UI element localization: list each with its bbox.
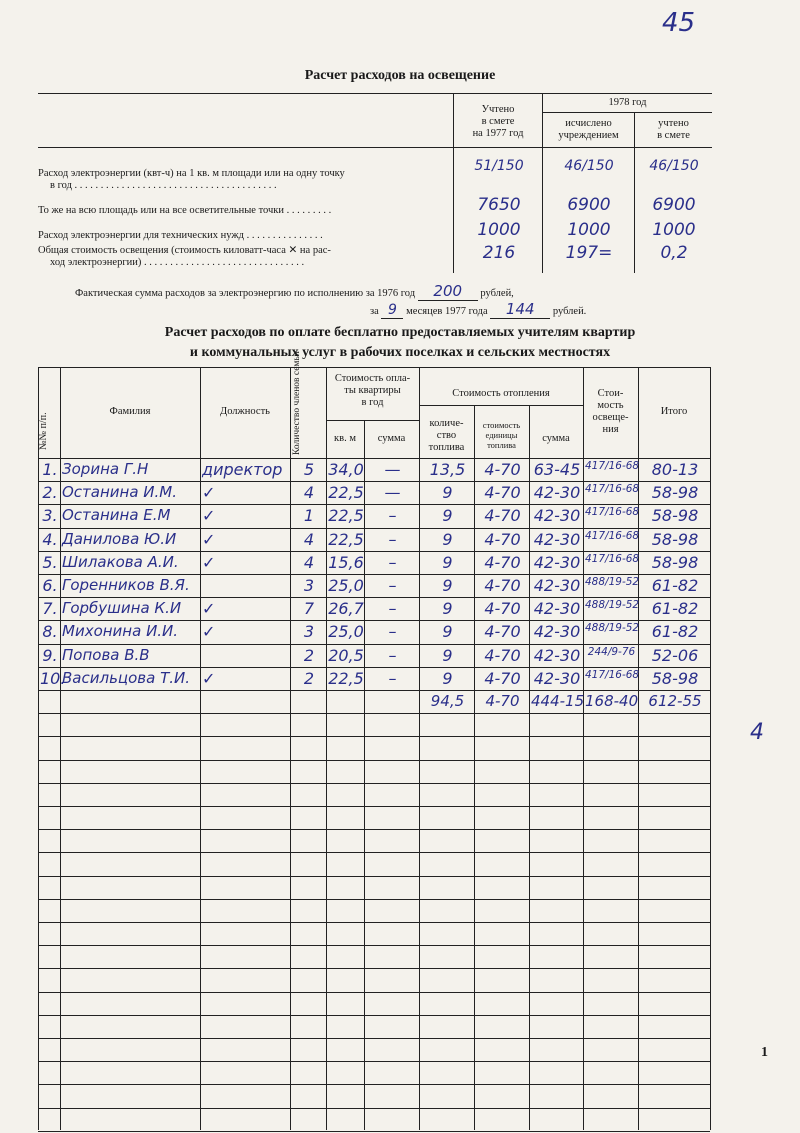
cell-name: Михонина И.И. xyxy=(62,622,179,640)
cell-light: 417/16-68 xyxy=(585,553,640,565)
cell-unit: 4-70 xyxy=(484,483,521,502)
col-num-head: №№ п/п. xyxy=(38,412,49,450)
cell-fuel: 9 xyxy=(442,576,453,595)
cell-n: 2. xyxy=(42,483,58,502)
col-rent-sqm-head: кв. м xyxy=(334,433,356,444)
cell-total: 58-98 xyxy=(651,483,699,502)
total-light: 168-40 xyxy=(585,692,639,710)
cell-light: 417/16-68 xyxy=(585,460,640,472)
cell-hsum: 42-30 xyxy=(533,483,581,502)
cell-light: 417/16-68 xyxy=(585,530,640,542)
cell-total: 58-98 xyxy=(651,530,699,549)
cell-sqm: 34,0 xyxy=(328,460,364,479)
cell-sqm: 25,0 xyxy=(328,622,364,641)
cell-sqm: 25,0 xyxy=(328,576,364,595)
total-unit: 4-70 xyxy=(485,692,520,710)
cell-pos: ✓ xyxy=(202,483,216,502)
cell-rsum: — xyxy=(384,460,401,479)
page-number: 1 xyxy=(761,1045,768,1060)
value-calc: 6900 xyxy=(567,195,611,215)
value-1977: 216 xyxy=(482,243,516,263)
cell-name: Горбушина К.И xyxy=(62,599,182,617)
head-1978: 1978 год xyxy=(608,97,647,108)
cell-total: 58-98 xyxy=(651,553,699,572)
value-budget: 6900 xyxy=(652,195,696,215)
cell-hsum: 42-30 xyxy=(533,553,581,572)
total-hsum: 444-15 xyxy=(531,692,585,710)
col-name-head: Фамилия xyxy=(109,406,151,417)
cell-rsum: – xyxy=(388,553,397,572)
cell-hsum: 63-45 xyxy=(533,460,581,479)
head-calc: исчислено учреждением xyxy=(558,118,619,141)
cell-sqm: 22,5 xyxy=(328,506,364,525)
cell-n: 6. xyxy=(42,576,58,595)
cell-fam: 2 xyxy=(303,646,315,665)
head-1977: Учтено в смете на 1977 год xyxy=(472,104,524,139)
value-1977: 51/150 xyxy=(474,158,524,174)
cell-pos: ✓ xyxy=(202,530,216,549)
cell-unit: 4-70 xyxy=(484,460,521,479)
cell-sqm: 22,5 xyxy=(328,530,364,549)
cell-unit: 4-70 xyxy=(484,530,521,549)
cell-pos: ✓ xyxy=(202,506,216,525)
cell-fam: 2 xyxy=(303,669,315,688)
cell-sqm: 22,5 xyxy=(328,669,364,688)
cell-fam: 4 xyxy=(303,483,315,502)
cell-rsum: – xyxy=(388,506,397,525)
cell-rsum: — xyxy=(384,483,401,502)
cell-n: 4. xyxy=(42,530,58,549)
cell-name: Горенников В.Я. xyxy=(62,576,190,594)
cell-n: 10. xyxy=(40,669,66,688)
total-total: 612-55 xyxy=(648,692,702,710)
col-heating-head: Стоимость отопления xyxy=(452,388,550,399)
cell-sqm: 15,6 xyxy=(328,553,364,572)
cell-hsum: 42-30 xyxy=(533,646,581,665)
cell-light: 417/16-68 xyxy=(585,483,640,495)
cell-name: Шилакова А.И. xyxy=(62,553,179,571)
cell-total: 58-98 xyxy=(651,669,699,688)
cell-pos: ✓ xyxy=(202,599,216,618)
cell-unit: 4-70 xyxy=(484,599,521,618)
cell-sqm: 22,5 xyxy=(328,483,364,502)
cell-unit: 4-70 xyxy=(484,669,521,688)
fact-1976-value: 200 xyxy=(418,282,478,301)
value-budget: 1000 xyxy=(652,220,696,240)
cell-total: 58-98 xyxy=(651,506,699,525)
cell-pos: ✓ xyxy=(202,669,216,688)
cell-rsum: – xyxy=(388,599,397,618)
cell-name: Останина Е.М xyxy=(62,506,171,524)
cell-fuel: 9 xyxy=(442,506,453,525)
fact-line-1976: Фактическая сумма расходов за электроэнергию по исполнению за 1976 год 200 рублей, xyxy=(75,282,514,300)
cell-fuel: 9 xyxy=(442,553,453,572)
cell-hsum: 42-30 xyxy=(533,576,581,595)
fact-1977-value: 144 xyxy=(490,300,550,319)
value-calc: 46/150 xyxy=(564,158,614,174)
cell-rsum: – xyxy=(388,646,397,665)
col-light-head: Стои- мость освеще- ния xyxy=(592,388,629,435)
col-fuel-qty-head: количе- ство топлива xyxy=(428,418,465,453)
col-rent-head: Стоимость опла- ты квартиры в год xyxy=(334,373,411,408)
cell-fam: 3 xyxy=(303,622,315,641)
value-calc: 197= xyxy=(565,243,613,263)
cell-sqm: 20,5 xyxy=(328,646,364,665)
cell-n: 1. xyxy=(42,460,58,479)
cell-fuel: 9 xyxy=(442,669,453,688)
cell-n: 8. xyxy=(42,622,58,641)
cell-n: 7. xyxy=(42,599,58,618)
cell-hsum: 42-30 xyxy=(533,599,581,618)
col-rent-sum-head: сумма xyxy=(377,433,406,444)
cell-total: 80-13 xyxy=(651,460,699,479)
cell-light: 488/19-52 xyxy=(585,599,640,611)
cell-unit: 4-70 xyxy=(484,646,521,665)
cell-n: 9. xyxy=(42,646,58,665)
cell-name: Останина И.М. xyxy=(62,483,178,501)
cell-light: 244/9-76 xyxy=(587,646,636,658)
cell-fam: 3 xyxy=(303,576,315,595)
cell-name: Попова В.В xyxy=(62,646,150,664)
lighting-title: Расчет расходов на освещение xyxy=(304,68,496,83)
margin-mark: 4 xyxy=(750,720,764,745)
cell-sqm: 26,7 xyxy=(328,599,364,618)
cell-total: 61-82 xyxy=(651,576,699,595)
col-fuel-unit-head: стоимость единицы топлива xyxy=(482,420,521,450)
cell-n: 5. xyxy=(42,553,58,572)
cell-unit: 4-70 xyxy=(484,622,521,641)
value-budget: 46/150 xyxy=(649,158,699,174)
cell-n: 3. xyxy=(42,506,58,525)
value-1977: 7650 xyxy=(477,195,521,215)
head-budget: учтено в смете xyxy=(657,118,690,141)
cell-hsum: 42-30 xyxy=(533,622,581,641)
lighting-row-label: Расход электроэнергии (квт-ч) на 1 кв. м площади или на одну точку в год . . . . . . . . . . . . . . . . . . . . . . . . . . . . . . . . . . . . . . . xyxy=(38,168,345,191)
cell-fam: 4 xyxy=(303,553,315,572)
cell-pos: ✓ xyxy=(202,553,216,572)
fact-line-1977: за 9 месяцев 1977 года 144 рублей. xyxy=(370,300,587,318)
cell-rsum: – xyxy=(388,576,397,595)
cell-name: Данилова Ю.И xyxy=(62,530,177,548)
col-total-head: Итого xyxy=(660,406,688,417)
col-position-head: Должность xyxy=(220,406,270,417)
cell-light: 417/16-68 xyxy=(585,506,640,518)
teachers-title-line2: и коммунальных услуг в рабочих поселках и сельских местностях xyxy=(189,345,611,360)
value-calc: 1000 xyxy=(567,220,611,240)
cell-unit: 4-70 xyxy=(484,506,521,525)
cell-total: 61-82 xyxy=(651,599,699,618)
lighting-row-label: То же на всю площадь или на все осветительные точки . . . . . . . . . xyxy=(38,205,332,216)
cell-light: 488/19-52 xyxy=(585,576,640,588)
cell-name: Васильцова Т.И. xyxy=(62,669,191,687)
cell-fam: 4 xyxy=(303,530,315,549)
lighting-row-label: Общая стоимость освещения (стоимость киловатт-часа ✕ на рас- ход электроэнергии) . . . . . . . . . . . . . . . . . . . . . . . . . . . . . . . xyxy=(38,245,331,268)
cell-hsum: 42-30 xyxy=(533,530,581,549)
cell-fuel: 13,5 xyxy=(429,460,466,479)
cell-hsum: 42-30 xyxy=(533,669,581,688)
cell-pos: директор xyxy=(202,460,283,479)
cell-fam: 5 xyxy=(303,460,315,479)
cell-total: 52-06 xyxy=(651,646,699,665)
col-heat-sum-head: сумма xyxy=(542,433,570,444)
cell-light: 488/19-52 xyxy=(585,622,640,634)
cell-rsum: – xyxy=(388,669,397,688)
cell-fuel: 9 xyxy=(442,646,453,665)
cell-unit: 4-70 xyxy=(484,576,521,595)
value-1977: 1000 xyxy=(477,220,521,240)
cell-light: 417/16-68 xyxy=(585,669,640,681)
cell-total: 61-82 xyxy=(651,622,699,641)
lighting-row-label: Расход электроэнергии для технических нужд . . . . . . . . . . . . . . . xyxy=(38,230,323,241)
cell-fam: 1 xyxy=(303,506,315,525)
total-fuel: 94,5 xyxy=(430,692,465,710)
fact-months-value: 9 xyxy=(381,302,403,319)
cell-fuel: 9 xyxy=(442,599,453,618)
cell-name: Зорина Г.Н xyxy=(62,460,149,478)
col-family-head: Количество членов семьи xyxy=(292,351,302,455)
cell-rsum: – xyxy=(388,530,397,549)
cell-fuel: 9 xyxy=(442,530,453,549)
sheet-number: 45 xyxy=(662,8,696,38)
cell-pos: ✓ xyxy=(202,622,216,641)
cell-fuel: 9 xyxy=(442,483,453,502)
teachers-title-line1: Расчет расходов по оплате бесплатно предоставляемых учителям квартир xyxy=(164,325,636,340)
cell-fuel: 9 xyxy=(442,622,453,641)
cell-fam: 7 xyxy=(303,599,315,618)
cell-unit: 4-70 xyxy=(484,553,521,572)
value-budget: 0,2 xyxy=(660,243,688,263)
cell-hsum: 42-30 xyxy=(533,506,581,525)
cell-rsum: – xyxy=(388,622,397,641)
